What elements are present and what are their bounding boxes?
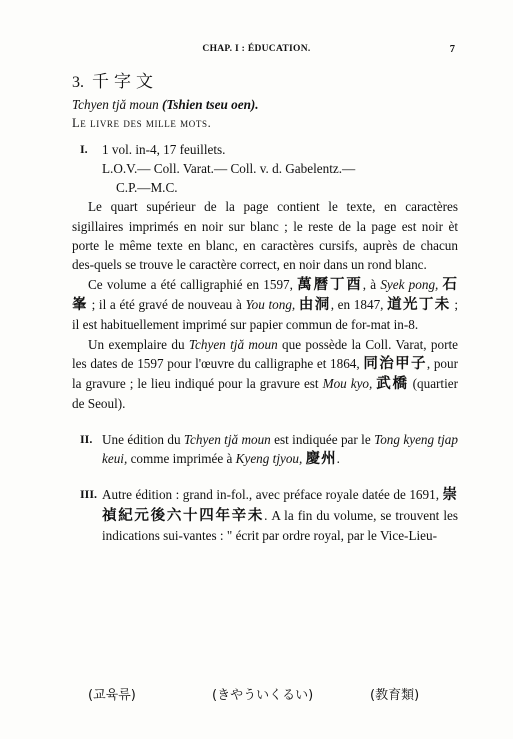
main-text [72,70,458,545]
section-1 [72,140,458,198]
category-chinese: (教育類) [370,688,420,703]
section-1-paragraph-2 [72,275,458,335]
cjk-date: 同治甲子 [363,355,427,372]
cjk-place: 慶州 [305,451,337,468]
entry-number: 3. [72,74,84,91]
page-number: 7 [449,44,455,55]
text-span: comme imprimée à [130,451,233,467]
section-1-paragraph-3 [72,335,458,414]
cjk-place: 石峯 [72,276,459,313]
place-name: Syek pong, [380,276,439,292]
text-span: Ce volume a été calligraphié en 1597, [88,276,293,292]
place-name: Kyeng tjyou, [235,451,303,467]
chapter-title: CHAP. I : ÉDUCATION. [202,44,311,54]
running-header [0,44,513,58]
section-1-line-1: 1 vol. in-4, 17 feuillets. [102,141,226,157]
french-title: Le livre des mille mots. [72,116,212,131]
entry-title-cjk: 千字文 [92,72,158,92]
text-span: que possède la Coll. Varat, porte les dates de 1597 pour l'œuvre du calligraphe et 1864, [72,336,459,371]
text-span: ; il est habituellement imprimé sur papier commun de for-mat in-8. [72,296,459,333]
cjk-place: 武橋 [376,376,409,393]
book-title: Tchyen tjă moun [188,336,278,352]
category-footer [88,684,444,704]
text-span: Un exemplaire du [88,336,185,352]
place-name: You tong, [245,296,296,312]
text-span: . [336,451,340,467]
cjk-date: 萬曆丁酉 [297,276,363,293]
romanization-korean: Tchyen tjă moun [72,97,159,112]
section-2-text [102,430,458,470]
section-1-line-2: L.O.V.— Coll. Varat.— Coll. v. d. Gabelentz.— [102,160,356,176]
text-span: Une édition du [102,431,181,447]
text-span: , à [362,276,377,292]
text-span: Autre édition : grand in-fol., avec préface royale datée de 1691, [102,487,439,503]
section-3-label: III. [80,487,98,502]
section-3-text [102,485,458,545]
text-span: est indiquée par le [274,431,371,447]
entry-romanization [72,95,458,114]
cjk-date: 崇禎紀元後六十四年辛未 [102,487,458,524]
section-2-label: II. [80,431,93,446]
category-korean: (교육류) [88,688,136,703]
text-span: . A la fin du volume, se trouvent les indications sui-vantes : " écrit par ordre royal, par le Vice-Lieu- [102,507,458,543]
section-3 [72,485,458,545]
book-title: Tchyen tjă moun [183,431,271,447]
section-1-paragraph-1: Le quart supérieur de la page contient le texte, en caractères sigillaires imprimés en noir sur blanc ; le reste de la page est noir èt porte le même texte en blanc, en caractères cursifs, auprès de chacun des-quels se trouve le caractère correct, en noir dans un rond blanc. [72,199,458,273]
text-span: , en 1847, [330,296,384,312]
place-name: Mou kyo, [322,376,373,392]
romanization-chinese: (Tshien tseu oen). [162,97,259,112]
section-2 [72,430,458,470]
text-span: , pour la gravure ; le lieu indiqué pour la gravure est [72,355,458,392]
section-1-line-3: C.P.—M.C. [116,180,178,196]
text-span: (quartier de Seoul). [72,376,459,412]
section-1-label: I. [80,141,88,156]
category-japanese: (きやういくるい) [212,688,314,703]
cjk-date: 道光丁未 [387,296,451,313]
entry-title [72,70,458,95]
book-title: Tong kyeng tjap keui, [102,431,458,467]
text-span: ; il a été gravé de nouveau à [91,296,242,312]
cjk-place: 由洞 [298,296,331,313]
